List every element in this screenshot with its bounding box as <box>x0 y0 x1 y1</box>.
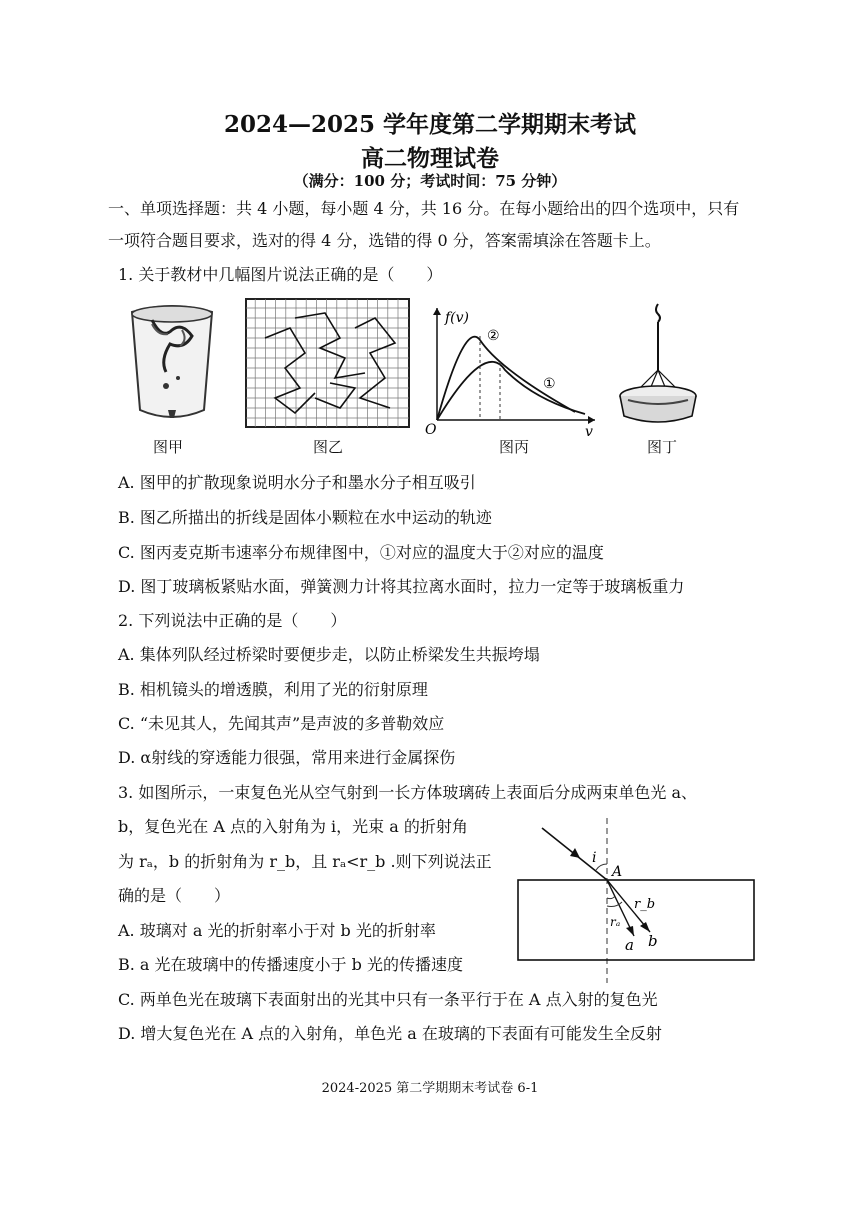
q1-option-a: A. 图甲的扩散现象说明水分子和墨水分子相互吸引 <box>118 473 476 492</box>
graph-origin: O <box>425 422 437 438</box>
q3-option-c: C. 两单色光在玻璃下表面射出的光其中只有一条平行于在 A 点入射的复色光 <box>118 990 658 1009</box>
q1-option-c: C. 图丙麦克斯韦速率分布规律图中，①对应的温度大于②对应的温度 <box>118 543 604 562</box>
diagram-ray-a: a <box>625 936 634 954</box>
caption-yi: 图乙 <box>312 438 343 456</box>
graph-curve1-label: ① <box>543 376 556 392</box>
exam-info: （满分：100 分；考试时间：75 分钟） <box>293 172 567 190</box>
exam-title: 2024—2025 学年度第二学期期末考试 <box>223 111 637 138</box>
caption-jia: 图甲 <box>152 438 183 456</box>
figure-yi-brownian-grid <box>245 298 410 428</box>
page-footer: 2024-2025 第二学期期末考试卷 6-1 <box>321 1081 539 1096</box>
exam-subtitle: 高二物理试卷 <box>361 145 499 172</box>
q2-option-b: B. 相机镜头的增透膜，利用了光的衍射原理 <box>118 680 428 699</box>
caption-ding: 图丁 <box>646 438 677 456</box>
q2-option-c: C. “未见其人，先闻其声”是声波的多普勒效应 <box>118 714 445 733</box>
q2-option-a: A. 集体列队经过桥梁时要便步走，以防止桥梁发生共振垮塌 <box>118 645 540 664</box>
q3-option-a: A. 玻璃对 a 光的折射率小于对 b 光的折射率 <box>118 921 436 940</box>
q3-refraction-diagram <box>512 818 757 983</box>
figure-ding-glass-plate <box>618 300 708 430</box>
diagram-angle-rb: r_b <box>634 897 656 912</box>
caption-bing: 图丙 <box>498 438 529 456</box>
q3-stem-line2: b，复色光在 A 点的入射角为 i，光束 a 的折射角 <box>118 817 468 836</box>
q1-stem: 1. 关于教材中几幅图片说法正确的是（ ） <box>118 265 443 284</box>
q2-option-d: D. α射线的穿透能力很强，常用来进行金属探伤 <box>118 748 456 767</box>
graph-curve2-label: ② <box>487 328 500 344</box>
q3-option-d: D. 增大复色光在 A 点的入射角，单色光 a 在玻璃的下表面有可能发生全反射 <box>118 1024 662 1043</box>
figure-jia-beaker <box>122 300 222 430</box>
q3-stem-line1: 3. 如图所示，一束复色光从空气射到一长方体玻璃砖上表面后分成两束单色光 a、 <box>118 783 697 802</box>
section-instructions-1: 一、单项选择题：共 4 小题，每小题 4 分，共 16 分。在每小题给出的四个选项中，只有 <box>108 199 740 218</box>
figure-bing-maxwell-graph <box>425 300 605 440</box>
diagram-point-A: A <box>612 864 623 880</box>
diagram-angle-i: i <box>592 850 597 866</box>
diagram-ray-b: b <box>648 932 658 950</box>
q1-option-d: D. 图丁玻璃板紧贴水面，弹簧测力计将其拉离水面时，拉力一定等于玻璃板重力 <box>118 577 685 596</box>
graph-xlabel: v <box>585 424 593 440</box>
q3-option-b: B. a 光在玻璃中的传播速度小于 b 光的传播速度 <box>118 955 463 974</box>
graph-ylabel: f(v) <box>445 310 470 326</box>
q3-stem-line3: 为 rₐ，b 的折射角为 r_b，且 rₐ<r_b .则下列说法正 <box>118 852 492 871</box>
q1-option-b: B. 图乙所描出的折线是固体小颗粒在水中运动的轨迹 <box>118 508 492 527</box>
q3-stem-line4: 确的是（ ） <box>118 886 231 905</box>
section-instructions-2: 一项符合题目要求，选对的得 4 分，选错的得 0 分，答案需填涂在答题卡上。 <box>108 231 661 250</box>
diagram-angle-ra: rₐ <box>610 915 621 929</box>
q2-stem: 2. 下列说法中正确的是（ ） <box>118 611 347 630</box>
